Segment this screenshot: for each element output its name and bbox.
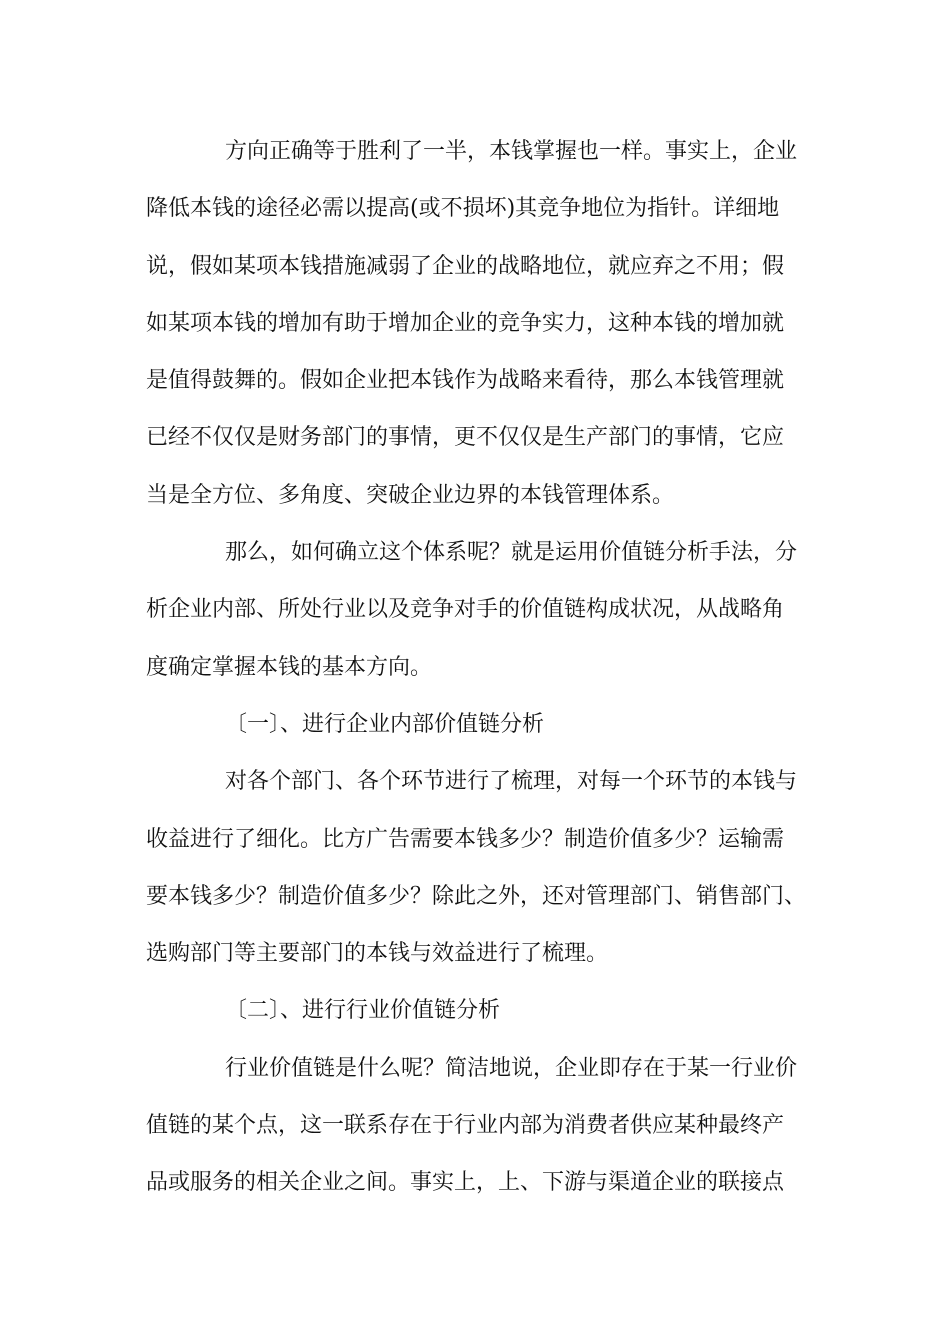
paragraph-line: 方向正确等于胜利了一半，本钱掌握也一样。事实上，企业 (225, 139, 798, 164)
paragraph-line: 是值得鼓舞的。假如企业把本钱作为战略来看待，那么本钱管理就 (146, 368, 785, 394)
paragraph-line: 那么，如何确立这个体系呢？就是运用价值链分析手法，分 (225, 540, 798, 566)
section-heading: 〔二〕、进行行业价值链分析 (225, 998, 501, 1024)
paragraph-line: 析企业内部、所处行业以及竞争对手的价值链构成状况，从战略角 (146, 597, 785, 623)
paragraph-line: 如某项本钱的增加有助于增加企业的竞争实力，这种本钱的增加就 (146, 310, 785, 336)
paragraph-line: 对各个部门、各个环节进行了梳理，对每一个环节的本钱与 (225, 769, 798, 795)
paragraph-line: 品或服务的相关企业之间。事实上，上、下游与渠道企业的联接点 (146, 1170, 785, 1196)
paragraph-line: 行业价值链是什么呢？简洁地说，企业即存在于某一行业价 (225, 1055, 798, 1081)
paragraph-line: 降低本钱的途径必需以提高(或不损坏)其竞争地位为指针。详细地 (146, 196, 780, 222)
paragraph-line: 要本钱多少？制造价值多少？除此之外，还对管理部门、销售部门、 (146, 883, 807, 909)
paragraph-line: 已经不仅仅是财务部门的事情，更不仅仅是生产部门的事情，它应 (146, 425, 785, 451)
section-heading: 〔一〕、进行企业内部价值链分析 (225, 711, 545, 737)
body-text (146, 132, 808, 1221)
paragraph-line: 收益进行了细化。比方广告需要本钱多少？制造价值多少？运输需 (146, 826, 785, 852)
paragraph-line: 说，假如某项本钱措施减弱了企业的战略地位，就应弃之不用；假 (146, 253, 785, 279)
paragraph-line: 值链的某个点，这一联系存在于行业内部为消费者供应某种最终产 (146, 1113, 785, 1139)
paragraph-line: 当是全方位、多角度、突破企业边界的本钱管理体系。 (146, 482, 675, 508)
paragraph-line: 选购部门等主要部门的本钱与效益进行了梳理。 (146, 941, 609, 967)
paragraph-line: 度确定掌握本钱的基本方向。 (146, 654, 433, 680)
